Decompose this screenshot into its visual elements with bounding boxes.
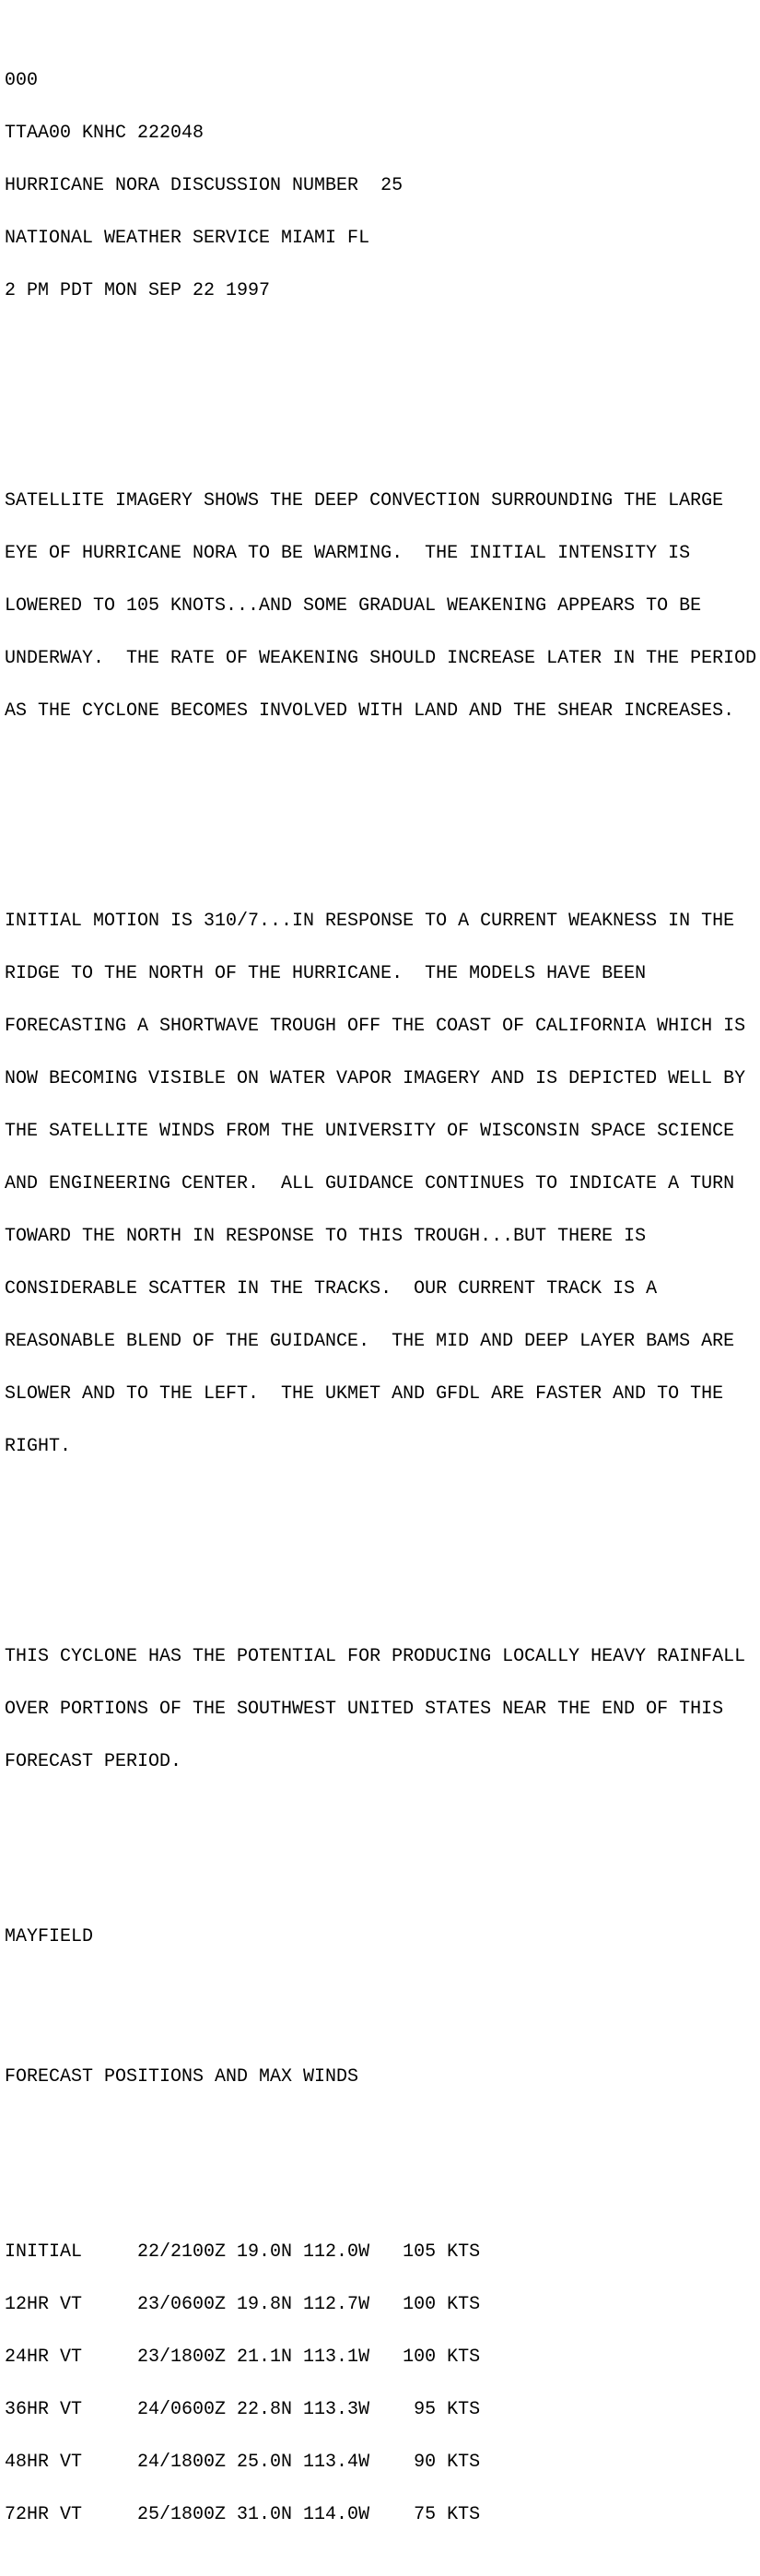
- paragraph-line: THE SATELLITE WINDS FROM THE UNIVERSITY OF WISCONSIN SPACE SCIENCE: [5, 1121, 735, 1142]
- paragraph-line: LOWERED TO 105 KNOTS...AND SOME GRADUAL WEAKENING APPEARS TO BE: [5, 595, 702, 617]
- paragraph-line: UNDERWAY. THE RATE OF WEAKENING SHOULD INCREASE LATER IN THE PERIOD: [5, 648, 757, 669]
- paragraph-line: RIDGE TO THE NORTH OF THE HURRICANE. THE MODELS HAVE BEEN: [5, 963, 647, 984]
- paragraph-line: CONSIDERABLE SCATTER IN THE TRACKS. OUR CURRENT TRACK IS A: [5, 1278, 658, 1300]
- forecast-row: 72HR VT 25/1800Z 31.0N 114.0W 75 KTS: [5, 2504, 481, 2525]
- forecast-table: [5, 2208, 760, 2558]
- paragraph-line: FORECASTING A SHORTWAVE TROUGH OFF THE COAST OF CALIFORNIA WHICH IS: [5, 1016, 746, 1037]
- paragraph-line: SLOWER AND TO THE LEFT. THE UKMET AND GFDL ARE FASTER AND TO THE: [5, 1383, 724, 1405]
- paragraph-line: TOWARD THE NORTH IN RESPONSE TO THIS TROUGH...BUT THERE IS: [5, 1226, 647, 1247]
- product-header: [5, 37, 760, 335]
- forecast-row: 36HR VT 24/0600Z 22.8N 113.3W 95 KTS: [5, 2399, 481, 2420]
- wmo-header: TTAA00 KNHC 222048: [5, 123, 205, 144]
- forecast-row: 12HR VT 23/0600Z 19.8N 112.7W 100 KTS: [5, 2294, 481, 2315]
- discussion-document: [5, 2, 760, 2576]
- spacer: [5, 1858, 760, 1876]
- issuing-office: NATIONAL WEATHER SERVICE MIAMI FL: [5, 228, 370, 249]
- paragraph-line: OVER PORTIONS OF THE SOUTHWEST UNITED STATES NEAR THE END OF THIS: [5, 1699, 724, 1720]
- issue-time: 2 PM PDT MON SEP 22 1997: [5, 280, 271, 301]
- paragraph-line: REASONABLE BLEND OF THE GUIDANCE. THE MID AND DEEP LAYER BAMS ARE: [5, 1331, 735, 1352]
- paragraph-1: [5, 457, 760, 755]
- forecast-row: INITIAL 22/2100Z 19.0N 112.0W 105 KTS: [5, 2241, 481, 2263]
- forecast-row: 24HR VT 23/1800Z 21.1N 113.1W 100 KTS: [5, 2347, 481, 2368]
- spacer: [5, 807, 760, 825]
- spacer: [5, 2138, 760, 2156]
- forecaster-name: MAYFIELD: [5, 1926, 94, 1947]
- paragraph-line: AND ENGINEERING CENTER. ALL GUIDANCE CONTINUES TO INDICATE A TURN: [5, 1173, 735, 1194]
- spacer: [5, 387, 760, 405]
- forecast-row: 48HR VT 24/1800Z 25.0N 113.4W 90 KTS: [5, 2452, 481, 2473]
- paragraph-2: [5, 877, 760, 1490]
- paragraph-3: [5, 1613, 760, 1806]
- paragraph-line: AS THE CYCLONE BECOMES INVOLVED WITH LAND AND THE SHEAR INCREASES.: [5, 700, 735, 722]
- paragraph-line: SATELLITE IMAGERY SHOWS THE DEEP CONVECTION SURROUNDING THE LARGE: [5, 490, 724, 512]
- forecast-table-title: FORECAST POSITIONS AND MAX WINDS: [5, 2066, 359, 2088]
- paragraph-line: INITIAL MOTION IS 310/7...IN RESPONSE TO A CURRENT WEAKNESS IN THE: [5, 911, 735, 932]
- paragraph-line: THIS CYCLONE HAS THE POTENTIAL FOR PRODUCING LOCALLY HEAVY RAINFALL: [5, 1646, 746, 1667]
- discussion-title: HURRICANE NORA DISCUSSION NUMBER 25: [5, 175, 403, 196]
- paragraph-line: RIGHT.: [5, 1436, 72, 1457]
- spacer: [5, 1998, 760, 2016]
- spacer: [5, 1543, 760, 1560]
- paragraph-line: NOW BECOMING VISIBLE ON WATER VAPOR IMAGERY AND IS DEPICTED WELL BY: [5, 1068, 746, 1089]
- header-line-1: 000: [5, 70, 39, 91]
- paragraph-line: EYE OF HURRICANE NORA TO BE WARMING. THE INITIAL INTENSITY IS: [5, 543, 691, 564]
- paragraph-line: FORECAST PERIOD.: [5, 1751, 182, 1772]
